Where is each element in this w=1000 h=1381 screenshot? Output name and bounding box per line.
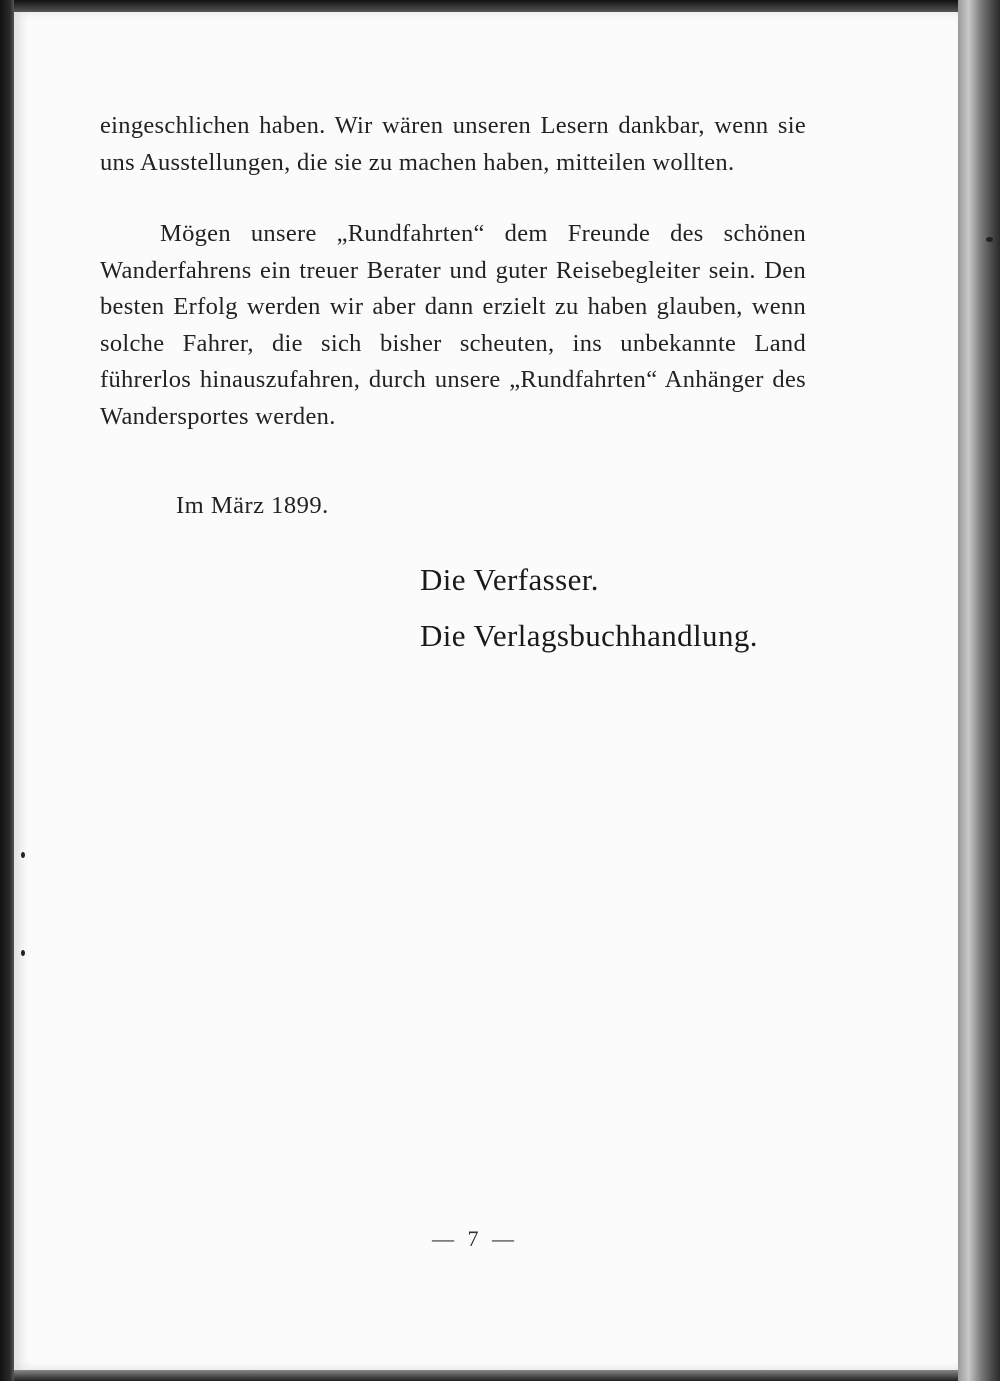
signature-authors: Die Verfasser.: [420, 562, 599, 597]
scan-speck: [986, 237, 993, 242]
scan-speck: [21, 852, 25, 858]
paragraph-2: Mögen unsere „Rundfahrten“ dem Freunde des schönen Wanderfahrens ein treuer Berater und guter Reisebegleiter sein. Den besten Erfolg werden wir aber dann erzielt zu haben glauben, wenn solche Fahrer, die sich bisher scheuten, ins unbekannte Land führerlos hinauszufahren, durch unsere „Rundfahrten“ Anhänger des Wandersportes werden.: [100, 220, 806, 430]
scan-bottom-edge: [14, 1370, 958, 1381]
book-right-edge: [958, 0, 1000, 1381]
date-line: Im März 1899.: [176, 492, 329, 519]
signature-publisher: Die Verlagsbuchhandlung.: [420, 618, 758, 653]
paragraph-main: [100, 216, 806, 435]
book-spine-edge: [0, 0, 14, 1381]
page-number: — 7 —: [432, 1226, 518, 1251]
paragraph-1: eingeschlichen haben. Wir wären unseren Lesern dankbar, wenn sie uns Ausstellungen, die sie zu machen haben, mitteilen wollten.: [100, 112, 806, 176]
scan-top-edge: [14, 0, 958, 12]
paragraph-continuation: [100, 108, 806, 181]
scan-speck: [21, 950, 25, 956]
